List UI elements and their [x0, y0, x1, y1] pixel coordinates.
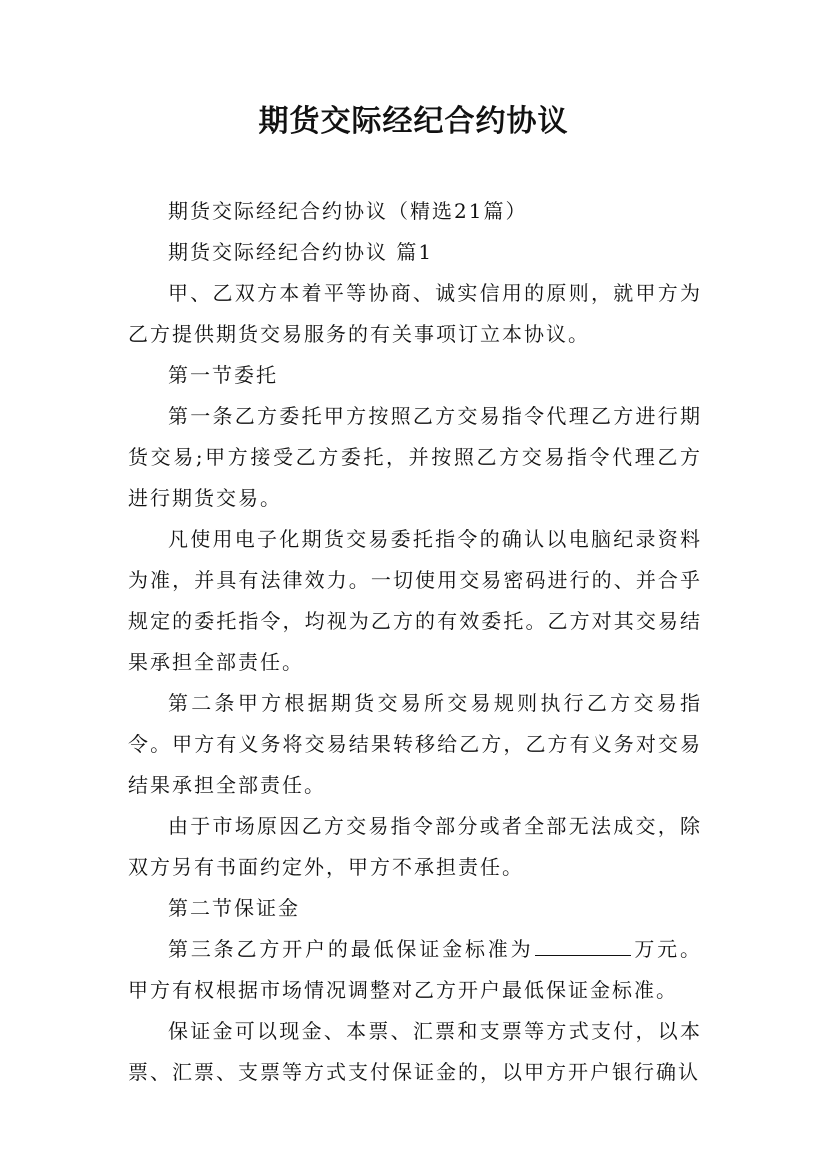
intro-paragraph: 甲、乙双方本着平等协商、诚实信用的原则，就甲方为乙方提供期货交易服务的有关事项订立本协议。 — [128, 281, 702, 346]
article-1-paragraph: 第一条乙方委托甲方按照乙方交易指令代理乙方进行期货交易;甲方接受乙方委托，并按照乙方交易指令代理乙方进行期货交易。 — [128, 404, 702, 510]
electronic-order-paragraph: 凡使用电子化期货交易委托指令的确认以电脑纪录资料为准，并具有法律效力。一切使用交易密码进行的、并合乎规定的委托指令，均视为乙方的有效委托。乙方对其交易结果承担全部责任。 — [128, 527, 702, 674]
payment-method-paragraph: 保证金可以现金、本票、汇票和支票等方式支付，以本票、汇票、支票等方式支付保证金的，以甲方开户银行确认 — [128, 1019, 702, 1084]
document-subtitle: 期货交际经纪合约协议（精选21篇） — [168, 199, 528, 223]
article-3-paragraph — [128, 929, 702, 1011]
article-2-paragraph: 第二条甲方根据期货交易所交易规则执行乙方交易指令。甲方有义务将交易结果转移给乙方，乙方有义务对交易结果承担全部责任。 — [128, 691, 702, 797]
blank-fill-line — [535, 935, 631, 956]
document-body — [128, 191, 702, 1093]
part-heading: 期货交际经纪合约协议 篇1 — [168, 240, 434, 264]
market-reason-paragraph: 由于市场原因乙方交易指令部分或者全部无法成交，除双方另有书面约定外，甲方不承担责任。 — [128, 814, 702, 879]
section-heading-delegation: 第一节委托 — [168, 363, 278, 387]
article-3-text-after: 万元。甲方有权根据市场情况调整对乙方开户最低保证金标准。 — [128, 937, 703, 1002]
section-heading-margin: 第二节保证金 — [168, 896, 300, 920]
document-title: 期货交际经纪合约协议 — [258, 104, 569, 139]
article-3-text-before: 第三条乙方开户的最低保证金标准为 — [168, 937, 534, 961]
